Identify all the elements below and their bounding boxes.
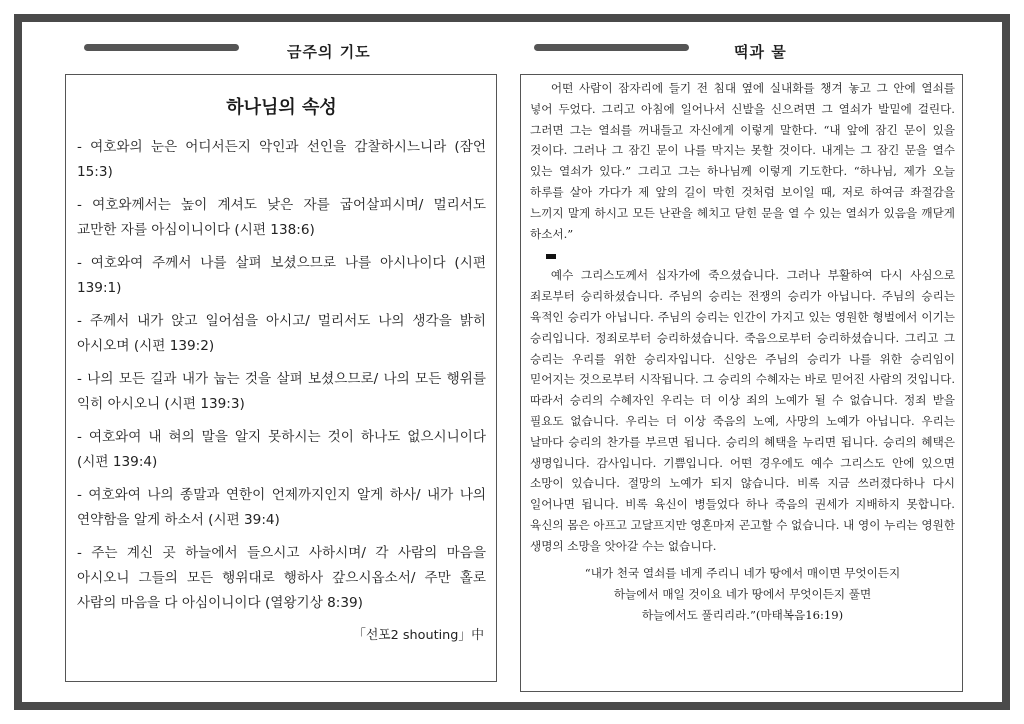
verse-item: - 여호와여 주께서 나를 살펴 보셨으므로 나를 아시나이다 (시편 139:1) — [77, 255, 486, 296]
quote-line: 하늘에서도 풀리리라.”(마태복음16:19) — [641, 607, 844, 622]
left-header-bar — [84, 44, 239, 51]
section-marker — [546, 254, 556, 259]
sermon-paragraph: 예수 그리스도께서 십자가에 죽으셨습니다. 그러나 부활하여 다시 사심으로 죄로부터 승리하셨습니다. 주님의 승리는 전쟁의 승리가 아닙니다. 주님의 승리는 육적인 승리가 아닙니다. 주님의 승리는 인간이 가지고 있는 영원한 형벌에서 이기는 승리입니다. 정죄로부터 승리하셨습니다. 죽음으로부터 승리하셨습니다. 그리고 그 승리는 우리를 위한 승리자입니다. 신앙은 주님의 승리가 나를 위한 승리임이 믿어지는 것으로부터 시작됩니다. 그 승리의 수혜자는 바로 믿어진 사람의 것입니다. 따라서 승리의 수혜자인 우리는 더 이상 죄의 노예가 될 수 없습니다. 정죄 받을 필요도 없습니다. 우리는 더 이상 죽음의 노예, 사망의 노예가 아닙니다. 우리는 날마다 승리의 찬가를 부르면 됩니다. 승리의 혜택을 누리면 됩니다. 승리의 혜택은 생명입니다. 감사입니다. 기쁨입니다. 어떤 경우에도 예수 그리스도 안에 있으면 소망이 있습니다. 절망의 노예가 되지 않습니다. 비록 지금 쓰러졌다하나 다시 일어나면 됩니다. 비록 육신이 병들었다 하나 죽음의 권세가 지배하지 못합니다. 육신의 몸은 아프고 고달프지만 영혼마저 곤고할 수 없습니다. 내 영이 누리는 영원한 생명의 소망을 앗아갈 수는 없습니다. — [530, 268, 956, 553]
scripture-quote — [530, 563, 955, 626]
prayer-title: 하나님의 속성 — [226, 97, 337, 118]
source-citation: 「선포2 shouting」中 — [353, 628, 484, 643]
verse-item: - 여호와여 내 혀의 말을 알지 못하시는 것이 하나도 없으시니이다 (시편 139:4) — [77, 429, 486, 470]
bread-and-water-box — [520, 74, 963, 692]
story-paragraph: 어떤 사람이 잠자리에 들기 전 침대 옆에 실내화를 챙겨 놓고 그 안에 열쇠를 넣어 두었다. 그리고 아침에 일어나서 신발을 신으려면 그 열쇠가 발밑에 걸린다. 그러면 그는 열쇠를 꺼내들고 자신에게 이렇게 말한다. “내 앞에 잠긴 문이 있을 것이다. 그러나 그 잠긴 문이 나를 막지는 못할 것이다. 내게는 그 잠긴 문을 열수 있는 열쇠가 있다.” 그리고 그는 하나님께 이렇게 기도한다. “하나님, 제가 오늘 하루를 살아 가다가 제 앞의 길이 막힌 것처럼 보이일 때, 저로 하여금 좌절감을 느끼지 말게 하시고 모든 난관을 헤치고 닫힌 문을 열 수 있는 열쇠가 있음을 깨닫게 하소서.” — [530, 81, 955, 241]
right-header-bar — [534, 44, 689, 51]
quote-line: 하늘에서 매일 것이요 네가 땅에서 무엇이든지 풀면 — [613, 586, 872, 601]
prayer-box — [65, 74, 497, 682]
quote-line: “내가 천국 열쇠를 네게 주리니 네가 땅에서 매이면 무엇이든지 — [584, 565, 901, 580]
verse-item: - 나의 모든 길과 내가 눕는 것을 살펴 보셨으므로/ 나의 모든 행위를 익히 아시오니 (시편 139:3) — [77, 371, 486, 412]
page-frame — [14, 14, 1010, 710]
verse-item: - 여호와께서는 높이 계셔도 낮은 자를 굽어살피시며/ 멀리서도 교만한 자를 아심이니이다 (시편 138:6) — [77, 197, 486, 238]
verse-item: - 주는 계신 곳 하늘에서 들으시고 사하시며/ 각 사람의 마음을 아시오니 그들의 모든 행위대로 행하사 갚으시옵소서/ 주만 홀로 사람의 마음을 다 아심이니이다 (열왕기상 8:39) — [77, 545, 486, 611]
verse-item: - 주께서 내가 앉고 일어섬을 아시고/ 멀리서도 나의 생각을 밝히 아시오며 (시편 139:2) — [77, 313, 486, 354]
left-header-title: 금주의 기도 — [287, 43, 371, 61]
verse-item: - 여호와여 나의 종말과 연한이 언제까지인지 알게 하사/ 내가 나의 연약함을 알게 하소서 (시편 39:4) — [77, 487, 486, 528]
verse-item: - 여호와의 눈은 어디서든지 악인과 선인을 감찰하시느니라 (잠언 15:3) — [77, 139, 486, 180]
right-header-title: 떡과 물 — [734, 43, 787, 61]
